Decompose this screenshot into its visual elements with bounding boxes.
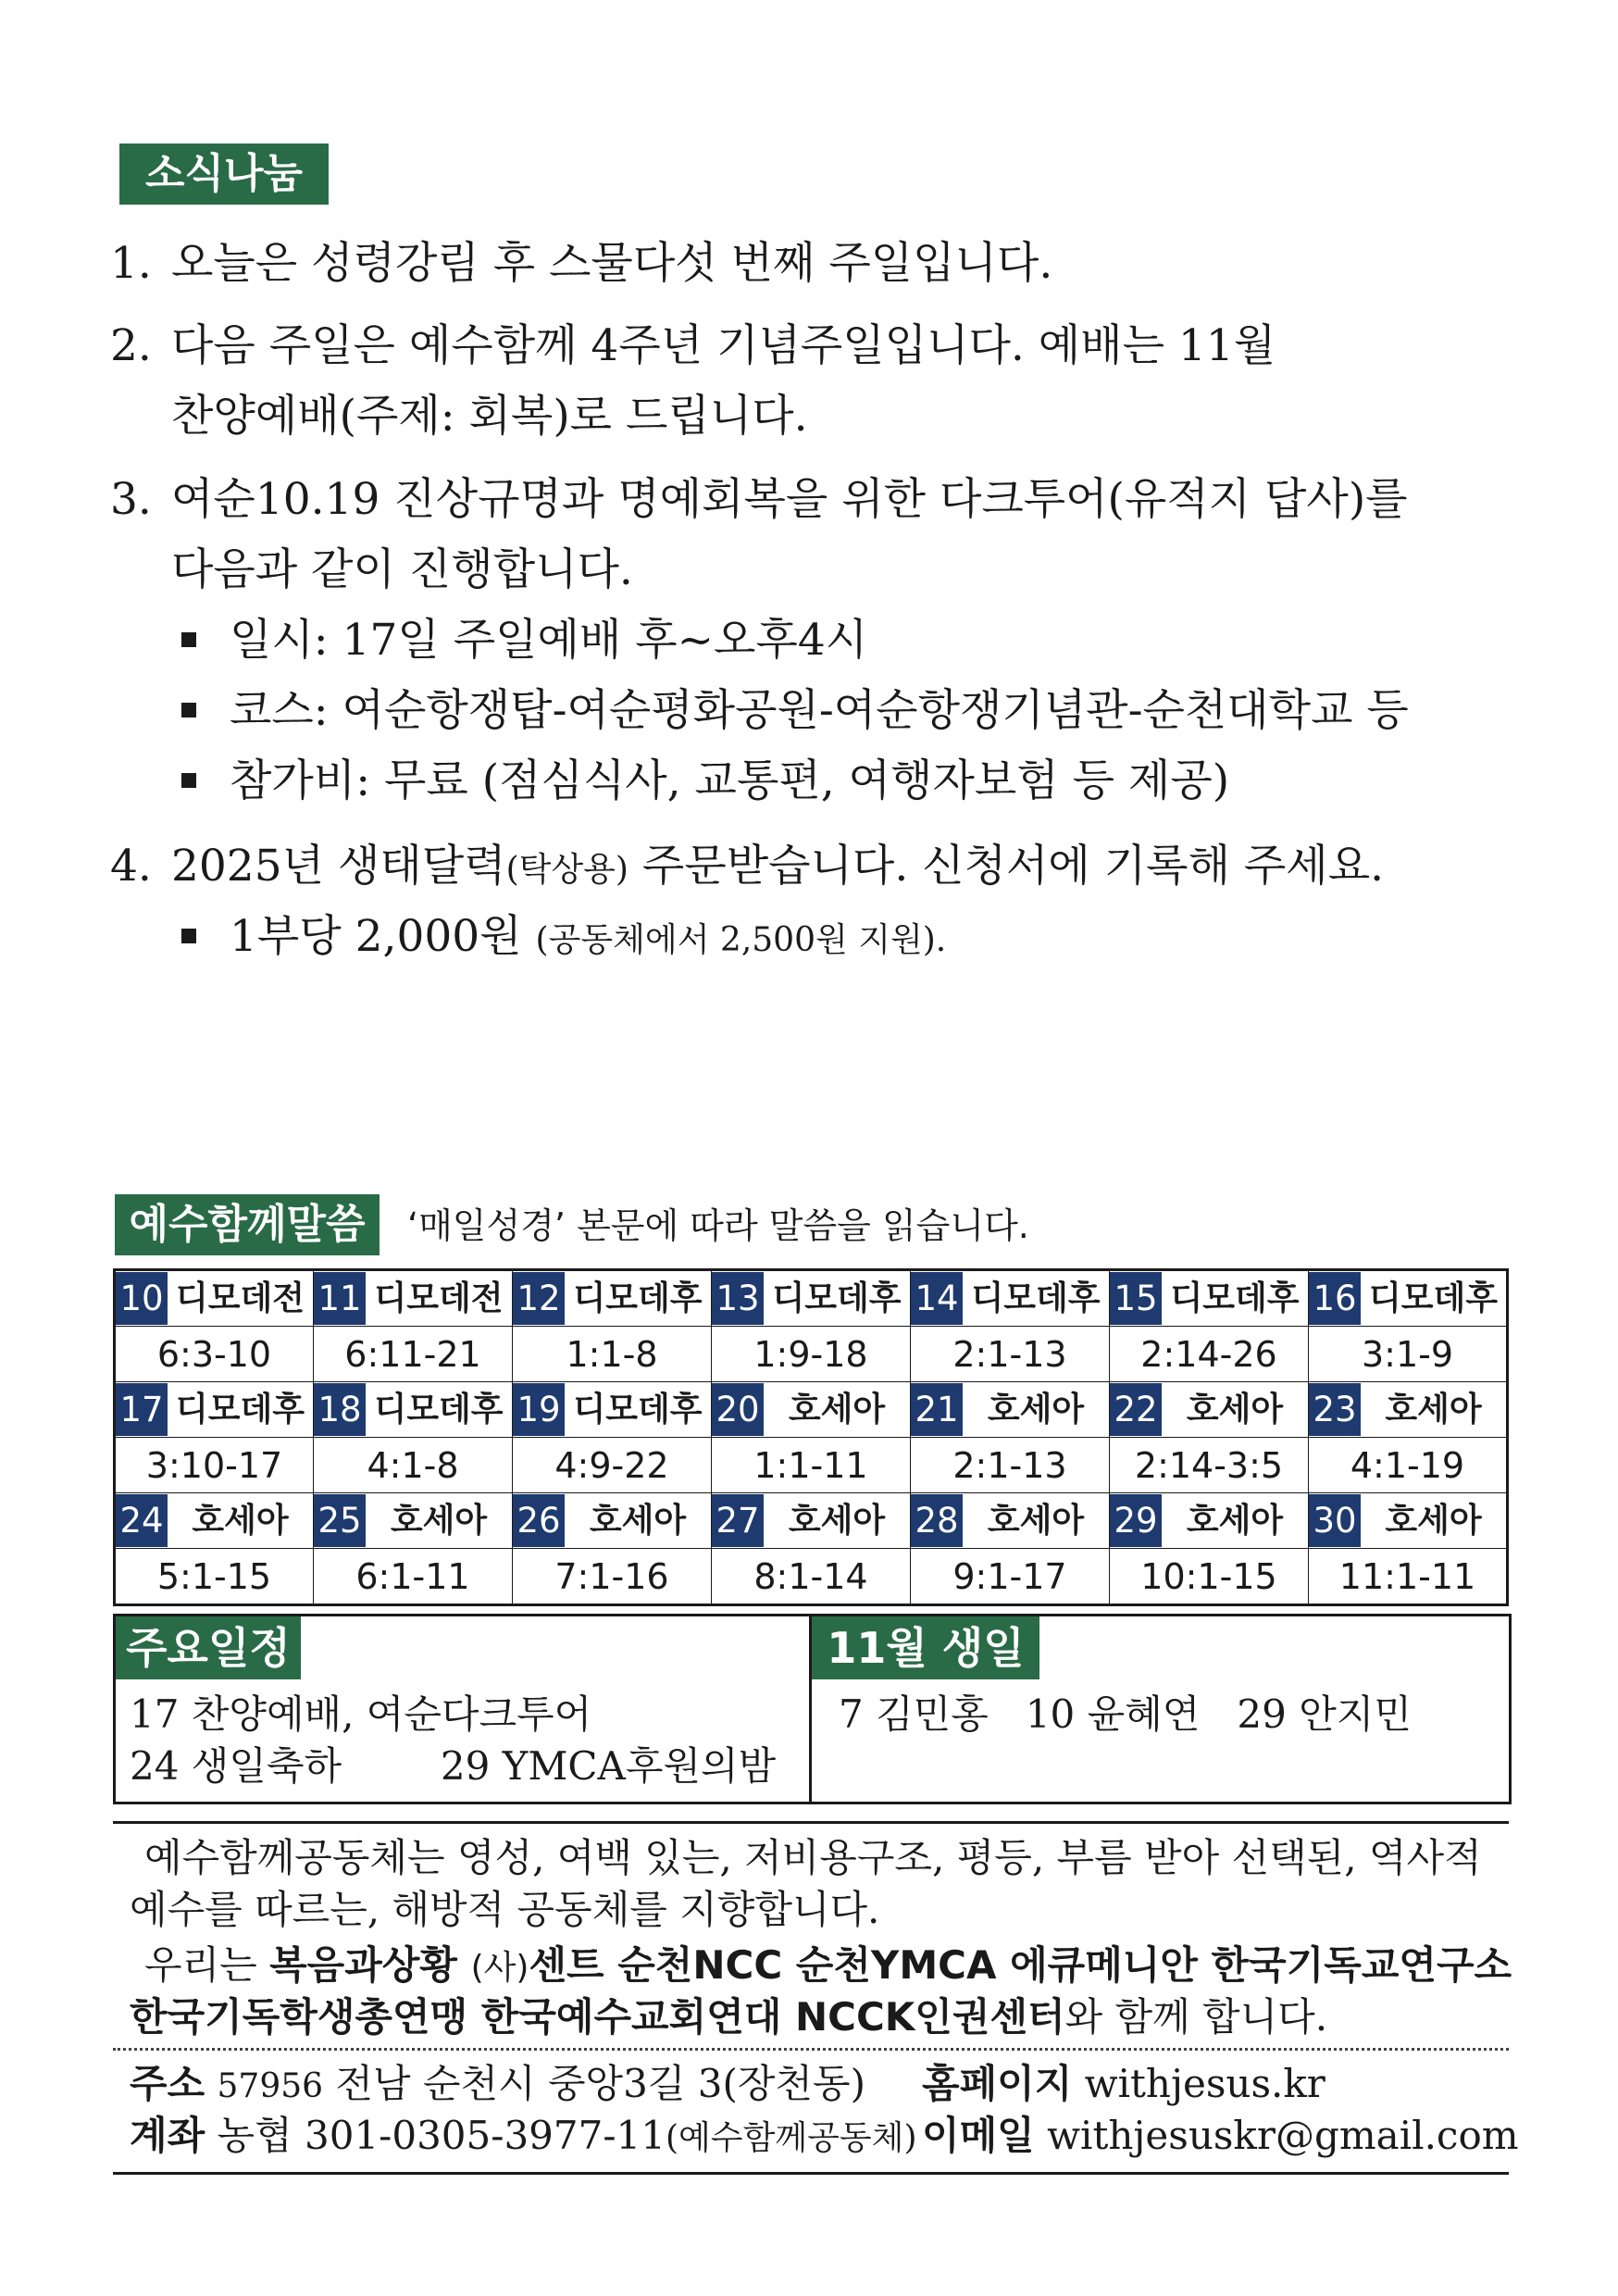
mission-line-2: 예수를 따르는, 해방적 공동체를 지향합니다. [130, 1887, 880, 1932]
schedule-line-2: 24 생일축하 29 YMCA후원의밤 [130, 1743, 777, 1789]
email-link[interactable]: withjesuskr@gmail.com [1047, 2113, 1519, 2158]
news-item-text: 오늘은 성령강림 후 스물다섯 번째 주일입니다. [171, 238, 1053, 289]
reading-day-row [115, 1270, 1508, 1327]
bullet-text: 참가비: 무료 (점심식사, 교통편, 여행자보험 등 제공) [230, 755, 1230, 806]
reading-day-cell [115, 1382, 314, 1438]
reading-book: 호세아 [987, 1391, 1085, 1429]
reading-reference: 6:3-10 [115, 1327, 314, 1382]
reading-reference: 4:9-22 [513, 1438, 712, 1493]
address-value: 전남 순천시 중앙3길 3(장천동) [335, 2061, 865, 2106]
email-line [922, 2111, 1519, 2161]
reading-book: 디모데후 [772, 1279, 902, 1317]
reading-reference: 4:1-19 [1309, 1438, 1508, 1493]
reading-day-cell [314, 1270, 513, 1327]
news-item-text: 다음 주일은 예수함께 4주년 기념주일입니다. 예배는 11월 [171, 320, 1276, 371]
reading-reference: 2:1-13 [911, 1438, 1110, 1493]
bullet-fee [181, 746, 1229, 817]
reading-day-number: 22 [1110, 1383, 1162, 1436]
reading-day-cell [712, 1270, 911, 1327]
reading-reference: 1:9-18 [712, 1327, 911, 1382]
reading-reference: 4:1-8 [314, 1438, 513, 1493]
square-bullet-icon [181, 929, 196, 943]
reading-book: 디모데후 [1170, 1279, 1300, 1317]
reading-day-cell [314, 1493, 513, 1549]
address-line [130, 2059, 865, 2112]
reading-book: 호세아 [1385, 1502, 1482, 1540]
news-item-number: 4. [110, 841, 152, 892]
homepage-link[interactable]: withjesus.kr [1084, 2061, 1326, 2106]
news-item-1 [110, 229, 1554, 299]
reading-book: 호세아 [1385, 1391, 1482, 1429]
reading-day-number: 29 [1110, 1494, 1162, 1547]
reading-book: 디모데후 [573, 1279, 703, 1317]
reading-day-cell [1309, 1493, 1508, 1549]
bullet-note: (공동체에서 2,500원 지원). [535, 921, 947, 959]
reading-reference: 10:1-15 [1110, 1549, 1309, 1605]
bullet-date [181, 605, 867, 676]
footer-dotted-rule [113, 2048, 1509, 2051]
homepage-line [922, 2059, 1326, 2109]
square-bullet-icon [181, 703, 196, 718]
reading-day-number: 20 [712, 1383, 764, 1436]
schedule-line-1: 17 찬양예배, 여순다크투어 [130, 1691, 592, 1737]
reading-reference: 1:1-11 [712, 1438, 911, 1493]
account-label: 계좌 [130, 2113, 205, 2158]
account-holder: (예수함께공동체) [665, 2119, 917, 2157]
reading-day-cell [712, 1493, 911, 1549]
news-item-number: 1. [110, 238, 152, 289]
reading-reference: 6:11-21 [314, 1327, 513, 1382]
reading-reference: 2:14-26 [1110, 1327, 1309, 1382]
reading-day-number: 28 [911, 1494, 963, 1547]
reading-day-number: 13 [712, 1272, 764, 1325]
news-item-text-cont: 다음과 같이 진행합니다. [171, 544, 633, 595]
reading-reference: 7:1-16 [513, 1549, 712, 1605]
partners-line-1 [144, 1940, 1512, 1993]
address-label: 주소 [130, 2061, 205, 2106]
birthday-header: 11월 생일 [812, 1616, 1039, 1679]
reading-day-number: 12 [513, 1272, 565, 1325]
reading-book: 디모데전 [175, 1279, 305, 1317]
reading-book: 호세아 [788, 1391, 886, 1429]
reading-day-number: 16 [1309, 1272, 1361, 1325]
news-item-text: 여순10.19 진상규명과 명예회복을 위한 다크투어(유적지 답사)를 [171, 474, 1408, 525]
partners-text: 한국기독학생총연맹 한국예수교회연대 NCCK인권센터 [130, 1994, 1065, 2040]
news-header: 소식나눔 [119, 144, 329, 205]
square-bullet-icon [181, 632, 196, 647]
account-line [130, 2111, 917, 2164]
birthday-line-1: 7 김민홍 10 윤혜연 29 안지민 [839, 1691, 1412, 1737]
news-item-note: (탁상용) [505, 851, 629, 889]
reading-day-number: 21 [911, 1383, 963, 1436]
reading-reference: 2:1-13 [911, 1327, 1110, 1382]
reading-day-number: 15 [1110, 1272, 1162, 1325]
reading-reference: 2:14-3:5 [1110, 1438, 1309, 1493]
reading-book: 호세아 [390, 1502, 488, 1540]
reading-reference: 5:1-15 [115, 1549, 314, 1605]
reading-day-cell [1110, 1493, 1309, 1549]
reading-ref-row [115, 1549, 1508, 1605]
reading-day-cell [513, 1493, 712, 1549]
reading-book: 호세아 [788, 1502, 886, 1540]
reading-reference: 6:1-11 [314, 1549, 513, 1605]
footer-top-rule [113, 1821, 1509, 1824]
bullet-price [181, 902, 946, 976]
schedule-header: 주요일정 [116, 1616, 301, 1679]
reading-book: 호세아 [1186, 1502, 1284, 1540]
reading-book: 호세아 [1186, 1391, 1284, 1429]
bullet-text: 일시: 17일 주일예배 후~오후4시 [230, 615, 868, 666]
reading-day-cell [911, 1493, 1110, 1549]
reading-day-number: 27 [712, 1494, 764, 1547]
reading-day-cell [1309, 1270, 1508, 1327]
partners-text: 와 함께 합니다. [1064, 1994, 1328, 2040]
reading-reference: 3:10-17 [115, 1438, 314, 1493]
reading-day-cell [1110, 1270, 1309, 1327]
reading-day-number: 24 [116, 1494, 168, 1547]
reading-reference: 1:1-8 [513, 1327, 712, 1382]
reading-book: 호세아 [192, 1502, 289, 1540]
reading-day-cell [115, 1270, 314, 1327]
reading-day-number: 18 [314, 1383, 366, 1436]
reading-day-number: 11 [314, 1272, 366, 1325]
reading-table [113, 1268, 1509, 1606]
reading-day-number: 10 [116, 1272, 168, 1325]
reading-day-row [115, 1493, 1508, 1549]
reading-book: 호세아 [987, 1502, 1085, 1540]
reading-day-number: 30 [1309, 1494, 1361, 1547]
reading-reference: 11:1-11 [1309, 1549, 1508, 1605]
address-zip: 57956 [217, 2067, 324, 2105]
news-item-text: 2025년 생태달력 [171, 841, 506, 892]
word-header: 예수함께말씀 [115, 1194, 380, 1255]
reading-book: 디모데후 [175, 1391, 305, 1429]
reading-day-number: 25 [314, 1494, 366, 1547]
reading-day-cell [911, 1270, 1110, 1327]
reading-day-cell [1309, 1382, 1508, 1438]
reading-ref-row [115, 1327, 1508, 1382]
news-item-3 [110, 465, 1554, 605]
account-value: 농협 301-0305-3977-11 [217, 2113, 666, 2158]
footer-bottom-rule [113, 2172, 1509, 2175]
reading-day-cell [911, 1382, 1110, 1438]
reading-day-number: 23 [1309, 1383, 1361, 1436]
reading-reference: 9:1-17 [911, 1549, 1110, 1605]
word-note: ‘매일성경’ 본문에 따라 말씀을 읽습니다. [407, 1205, 1029, 1246]
reading-book: 디모데후 [374, 1391, 504, 1429]
news-item-number: 3. [110, 474, 152, 525]
square-bullet-icon [181, 773, 196, 788]
reading-ref-row [115, 1438, 1508, 1493]
reading-day-row [115, 1382, 1508, 1438]
reading-day-cell [712, 1382, 911, 1438]
news-item-text: 주문받습니다. 신청서에 기록해 주세요. [628, 841, 1385, 892]
reading-day-number: 17 [116, 1383, 168, 1436]
bullet-text: 코스: 여순항쟁탑-여순평화공원-여순항쟁기념관-순천대학교 등 [230, 685, 1409, 736]
reading-book: 호세아 [589, 1502, 687, 1540]
news-item-text-cont: 찬양예배(주제: 회복)로 드립니다. [171, 391, 808, 442]
reading-day-number: 19 [513, 1383, 565, 1436]
reading-book: 디모데후 [971, 1279, 1101, 1317]
reading-reference: 8:1-14 [712, 1549, 911, 1605]
news-item-2 [110, 311, 1554, 452]
reading-day-cell [314, 1382, 513, 1438]
reading-day-cell [513, 1382, 712, 1438]
reading-book: 디모데후 [573, 1391, 703, 1429]
reading-book: 디모데후 [1368, 1279, 1499, 1317]
partners-text: 센트 순천NCC 순천YMCA 에큐메니안 한국기독교연구소 [529, 1942, 1512, 1988]
email-label: 이메일 [922, 2113, 1035, 2158]
partners-line-2 [130, 1992, 1327, 2042]
news-item-number: 2. [110, 320, 152, 371]
mission-line-1: 예수함께공동체는 영성, 여백 있는, 저비용구조, 평등, 부름 받아 선택된, 역사적 [144, 1835, 1482, 1880]
partners-text: (사) [470, 1949, 529, 1987]
bullet-text: 1부당 2,000원 [230, 911, 536, 962]
reading-day-cell [115, 1493, 314, 1549]
bullet-course [181, 676, 1409, 746]
partners-text: 복음과상황 [269, 1942, 471, 1988]
partners-text: 우리는 [144, 1942, 270, 1988]
reading-book: 디모데전 [374, 1279, 504, 1317]
reading-day-cell [1110, 1382, 1309, 1438]
reading-reference: 3:1-9 [1309, 1327, 1508, 1382]
reading-day-cell [513, 1270, 712, 1327]
news-item-4 [110, 831, 1554, 905]
homepage-label: 홈페이지 [922, 2061, 1073, 2106]
reading-day-number: 14 [911, 1272, 963, 1325]
reading-day-number: 26 [513, 1494, 565, 1547]
